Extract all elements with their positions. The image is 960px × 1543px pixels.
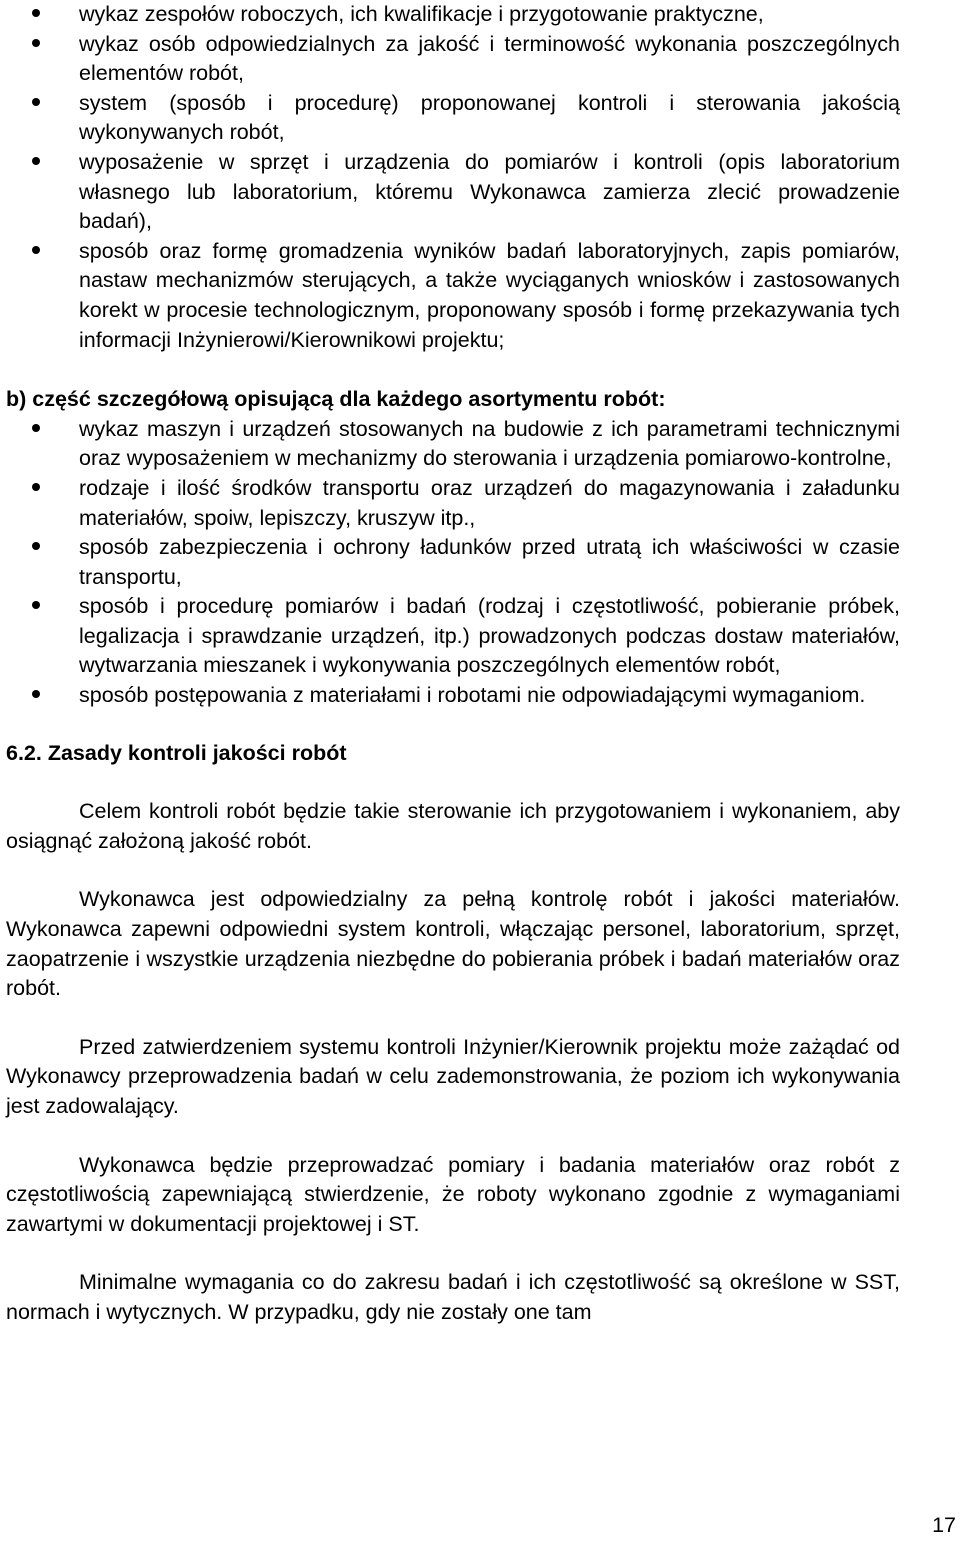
list-item: wykaz osób odpowiedzialnych za jakość i terminowość wykonania poszczególnych elementów robót, xyxy=(6,30,900,89)
list-item: wykaz maszyn i urządzeń stosowanych na budowie z ich parametrami technicznymi oraz wyposażeniem w mechanizmy do sterowania i urządzenia pomiarowo-kontrolne, xyxy=(6,415,900,474)
bullet-icon xyxy=(32,542,40,550)
list-item: sposób postępowania z materiałami i robotami nie odpowiadającymi wymaganiom. xyxy=(6,681,900,711)
paragraph: Minimalne wymagania co do zakresu badań i ich częstotliwość są określone w SST, normach i wytycznych. W przypadku, gdy nie zostały one tam xyxy=(6,1270,900,1324)
paragraph: Celem kontroli robót będzie takie sterowanie ich przygotowaniem i wykonaniem, aby osiągnąć założoną jakość robót. xyxy=(6,799,900,853)
list-item: wykaz zespołów roboczych, ich kwalifikacje i przygotowanie praktyczne, xyxy=(6,0,900,30)
list-item: sposób oraz formę gromadzenia wyników badań laboratoryjnych, zapis pomiarów, nastaw mechanizmów sterujących, a także wyciąganych wniosków i zastosowanych korekt w procesie technologicznym, proponowany sposób i formę przekazywania tych informacji Inżynierowi/Kierownikowi projektu; xyxy=(6,237,900,355)
bullet-icon xyxy=(32,601,40,609)
bullet-icon xyxy=(32,424,40,432)
subheading-b: b) część szczegółową opisującą dla każdego asortymentu robót: xyxy=(6,387,666,412)
document-page xyxy=(6,0,900,1328)
section-title: 6.2. Zasady kontroli jakości robót xyxy=(6,740,347,765)
paragraph: Wykonawca jest odpowiedzialny za pełną kontrolę robót i jakości materiałów. Wykonawca zapewni odpowiedni system kontroli, włączając personel, laboratorium, sprzęt, zaopatrzenie i wszystkie urządzenia niezbędne do pobierania próbek i badań materiałów oraz robót. xyxy=(6,887,900,1001)
list-item: sposób zabezpieczenia i ochrony ładunków przed utratą ich właściwości w czasie transportu, xyxy=(6,533,900,592)
paragraph: Wykonawca będzie przeprowadzać pomiary i badania materiałów oraz robót z częstotliwością zapewniającą stwierdzenie, że roboty wykonano zgodnie z wymaganiami zawartymi w dokumentacji projektowej i ST. xyxy=(6,1152,900,1236)
list-item: rodzaje i ilość środków transportu oraz urządzeń do magazynowania i załadunku materiałów, spoiw, lepiszczy, kruszyw itp., xyxy=(6,474,900,533)
list-item: wyposażenie w sprzęt i urządzenia do pomiarów i kontroli (opis laboratorium własnego lub laboratorium, któremu Wykonawca zamierza zlecić prowadzenie badań), xyxy=(6,148,900,237)
list-item: system (sposób i procedurę) proponowanej kontroli i sterowania jakością wykonywanych robót, xyxy=(6,89,900,148)
bullet-icon xyxy=(32,9,40,17)
bullet-icon xyxy=(32,157,40,165)
bullet-list-a xyxy=(6,0,900,355)
page-number: 17 xyxy=(932,1513,956,1538)
bullet-icon xyxy=(32,690,40,698)
bullet-list-b xyxy=(6,415,900,711)
bullet-icon xyxy=(32,39,40,47)
list-item: sposób i procedurę pomiarów i badań (rodzaj i częstotliwość, pobieranie próbek, legalizacja i sprawdzanie urządzeń, itp.) prowadzonych podczas dostaw materiałów, wytwarzania mieszanek i wykonywania poszczególnych elementów robót, xyxy=(6,592,900,681)
bullet-icon xyxy=(32,246,40,254)
paragraph: Przed zatwierdzeniem systemu kontroli Inżynier/Kierownik projektu może zażądać od Wykonawcy przeprowadzenia badań w celu zademonstrowania, że poziom ich wykonywania jest zadowalający. xyxy=(6,1034,900,1118)
bullet-icon xyxy=(32,483,40,491)
bullet-icon xyxy=(32,98,40,106)
